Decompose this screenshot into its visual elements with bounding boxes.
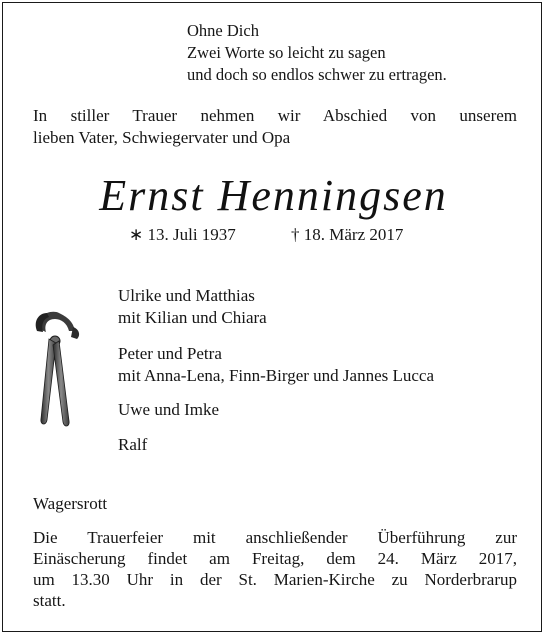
verse-title: Ohne Dich (187, 21, 259, 40)
service-line-2: Einäscherung findet am Freitag, dem 24. März 2017, (33, 549, 517, 568)
intro-line-1: In stiller Trauer nehmen wir Abschied von unserem (33, 106, 517, 125)
service-line-4: statt. (33, 591, 66, 610)
family-group-4: Ralf (118, 435, 148, 454)
family-group-1-line-2: mit Kilian und Chiara (118, 308, 267, 327)
pincers-icon (29, 309, 83, 430)
family-group-2-line-2: mit Anna-Lena, Finn-Birger und Jannes Lucca (118, 366, 434, 385)
place-name: Wagersrott (33, 494, 108, 513)
service-line-3: um 13.30 Uhr in der St. Marien-Kirche zu Norderbrarup (33, 570, 517, 589)
family-group-2-line-1: Peter und Petra (118, 344, 222, 363)
verse-line-1: Zwei Worte so leicht zu sagen (187, 43, 386, 62)
death-date: † 18. März 2017 (291, 225, 404, 244)
service-line-1: Die Trauerfeier mit anschließender Überführung zur (33, 528, 517, 547)
birth-date: ∗ 13. Juli 1937 (129, 225, 236, 244)
deceased-name: Ernst Henningsen (99, 171, 448, 220)
intro-line-2: lieben Vater, Schwiegervater und Opa (33, 128, 291, 147)
verse-line-2: und doch so endlos schwer zu ertragen. (187, 65, 447, 84)
family-group-1-line-1: Ulrike und Matthias (118, 286, 255, 305)
family-group-3: Uwe und Imke (118, 400, 220, 419)
